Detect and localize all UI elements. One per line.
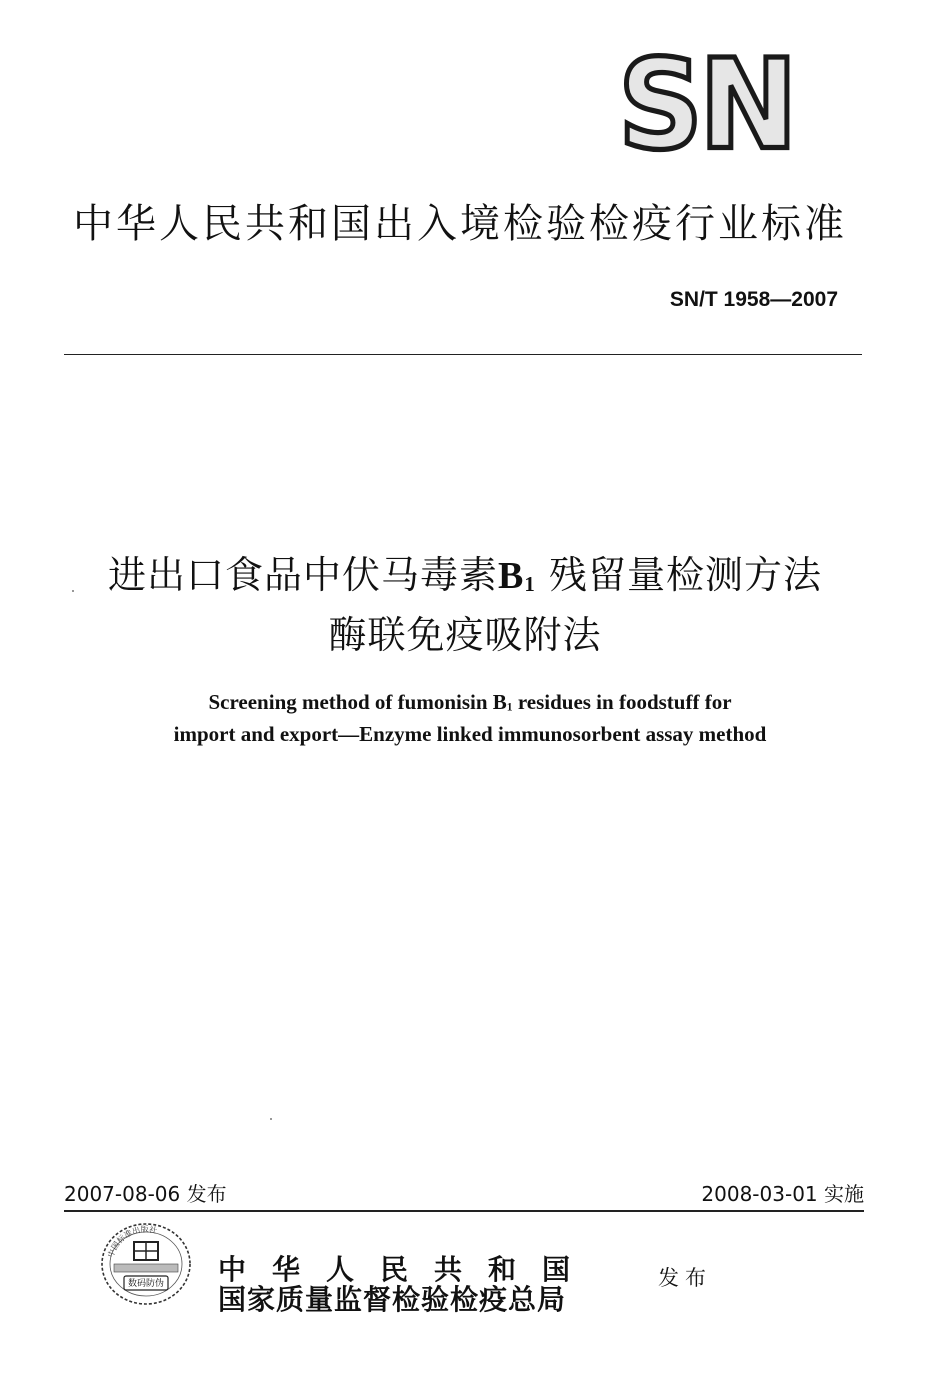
english-title-part-2: residues in foodstuff for xyxy=(512,690,732,714)
scan-speck xyxy=(72,590,74,592)
scan-speck xyxy=(270,1118,272,1120)
issuer-line-2: 国家质量监督检验检疫总局 xyxy=(218,1283,567,1316)
chinese-title-line-1 xyxy=(0,544,930,599)
industry-standard-title: 中华人民共和国出入境检验检疫行业标准 xyxy=(73,201,847,247)
standard-number: SN/T 1958—2007 xyxy=(669,288,838,311)
seal-text-top: 中国标准出版社 xyxy=(106,1224,158,1259)
publish-label: 发布 xyxy=(658,1266,712,1290)
english-title-part-1: Screening method of fumonisin B xyxy=(208,690,507,714)
chinese-title-part-2: 残留量检测方法 xyxy=(548,553,822,597)
issuer-line-1: 中华人民共和国 xyxy=(218,1253,597,1286)
implementation-date: 2008-03-01 实施 xyxy=(701,1182,864,1206)
bottom-divider xyxy=(64,1210,864,1212)
chinese-title-subscript: 1 xyxy=(524,572,536,597)
chinese-title-latin xyxy=(498,555,536,597)
english-title-line-2: import and export—Enzyme linked immunosorbent assay method xyxy=(173,722,767,746)
chinese-title-line-2: 酶联免疫吸附法 xyxy=(328,613,602,657)
chinese-title-latin-letter: B xyxy=(498,555,525,597)
top-divider xyxy=(64,354,862,355)
sn-logo: SN xyxy=(618,32,794,177)
issue-date: 2007-08-06 发布 xyxy=(64,1182,227,1206)
seal-text-bottom: 数码防伪 xyxy=(127,1279,165,1289)
english-title-subscript: 1 xyxy=(506,701,513,714)
english-title-line-1 xyxy=(0,690,940,715)
anti-counterfeit-seal-icon xyxy=(98,1220,194,1308)
chinese-title-part-1: 进出口食品中伏马毒素 xyxy=(108,553,499,597)
